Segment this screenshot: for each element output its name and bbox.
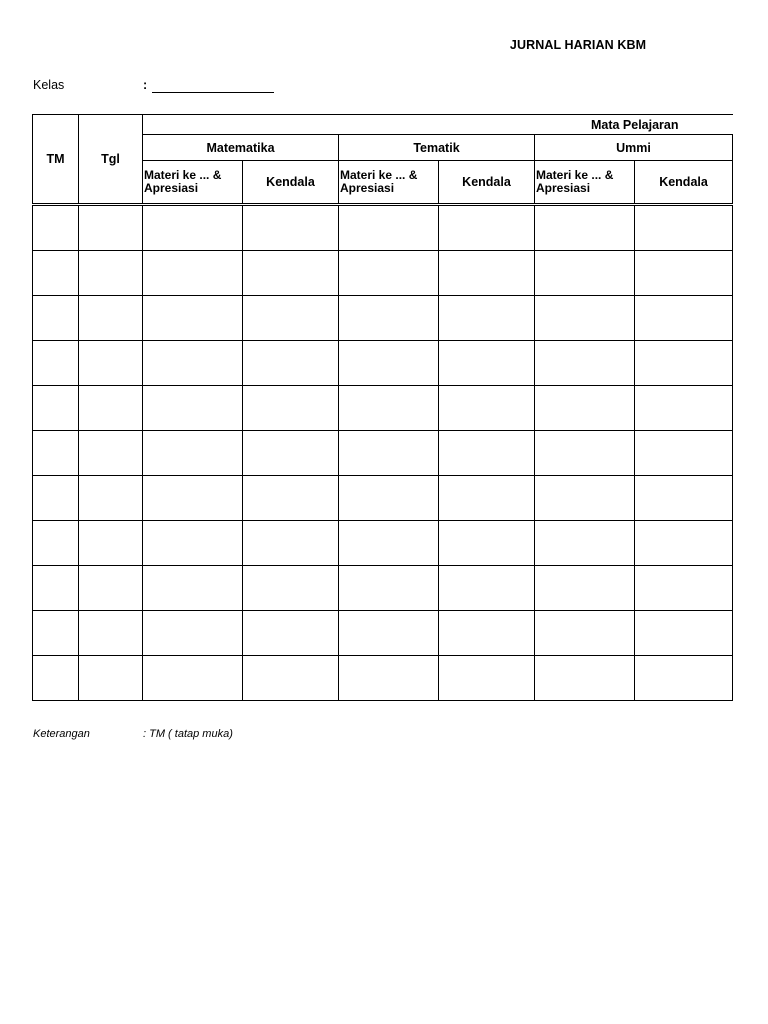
table-cell[interactable] bbox=[79, 521, 143, 566]
table-cell[interactable] bbox=[143, 476, 243, 521]
table-cell[interactable] bbox=[33, 341, 79, 386]
table-cell[interactable] bbox=[143, 296, 243, 341]
table-cell[interactable] bbox=[339, 566, 439, 611]
table-cell[interactable] bbox=[635, 566, 733, 611]
table-cell[interactable] bbox=[635, 251, 733, 296]
document-title: JURNAL HARIAN KBM bbox=[509, 38, 647, 52]
table-row bbox=[33, 611, 733, 656]
table-cell[interactable] bbox=[339, 476, 439, 521]
table-cell[interactable] bbox=[535, 611, 635, 656]
table-cell[interactable] bbox=[33, 251, 79, 296]
ummi-kendala-header: Kendala bbox=[635, 161, 733, 205]
table-row bbox=[33, 341, 733, 386]
table-cell[interactable] bbox=[635, 521, 733, 566]
table-cell[interactable] bbox=[635, 205, 733, 251]
table-cell[interactable] bbox=[243, 251, 339, 296]
table-cell[interactable] bbox=[143, 386, 243, 431]
table-cell[interactable] bbox=[143, 431, 243, 476]
table-cell[interactable] bbox=[243, 476, 339, 521]
table-cell[interactable] bbox=[79, 611, 143, 656]
subject-ummi: Ummi bbox=[535, 135, 733, 161]
table-cell[interactable] bbox=[339, 341, 439, 386]
tematik-materi-header: Materi ke ... & Apresiasi bbox=[339, 161, 439, 205]
table-row bbox=[33, 296, 733, 341]
table-cell[interactable] bbox=[79, 386, 143, 431]
kelas-colon: : bbox=[143, 78, 148, 92]
tematik-kendala-header: Kendala bbox=[439, 161, 535, 205]
table-cell[interactable] bbox=[243, 611, 339, 656]
table-cell[interactable] bbox=[339, 521, 439, 566]
table-cell[interactable] bbox=[439, 431, 535, 476]
table-cell[interactable] bbox=[33, 476, 79, 521]
table-cell[interactable] bbox=[143, 205, 243, 251]
table-cell[interactable] bbox=[243, 566, 339, 611]
table-cell[interactable] bbox=[243, 386, 339, 431]
table-cell[interactable] bbox=[243, 521, 339, 566]
table-cell[interactable] bbox=[79, 296, 143, 341]
table-cell[interactable] bbox=[439, 296, 535, 341]
table-cell[interactable] bbox=[535, 656, 635, 701]
table-cell[interactable] bbox=[143, 341, 243, 386]
table-cell[interactable] bbox=[339, 205, 439, 251]
table-cell[interactable] bbox=[635, 656, 733, 701]
table-cell[interactable] bbox=[33, 656, 79, 701]
table-cell[interactable] bbox=[339, 656, 439, 701]
table-cell[interactable] bbox=[143, 251, 243, 296]
table-cell[interactable] bbox=[439, 251, 535, 296]
table-cell[interactable] bbox=[439, 341, 535, 386]
table-cell[interactable] bbox=[535, 431, 635, 476]
table-cell[interactable] bbox=[33, 521, 79, 566]
table-cell[interactable] bbox=[635, 296, 733, 341]
table-cell[interactable] bbox=[33, 205, 79, 251]
table-cell[interactable] bbox=[535, 566, 635, 611]
table-cell[interactable] bbox=[243, 656, 339, 701]
table-cell[interactable] bbox=[535, 341, 635, 386]
table-cell[interactable] bbox=[439, 521, 535, 566]
table-cell[interactable] bbox=[79, 656, 143, 701]
table-cell[interactable] bbox=[79, 251, 143, 296]
table-cell[interactable] bbox=[79, 566, 143, 611]
matematika-kendala-header: Kendala bbox=[243, 161, 339, 205]
table-cell[interactable] bbox=[143, 566, 243, 611]
table-cell[interactable] bbox=[635, 386, 733, 431]
table-cell[interactable] bbox=[439, 476, 535, 521]
table-row bbox=[33, 566, 733, 611]
table-cell[interactable] bbox=[243, 341, 339, 386]
table-cell[interactable] bbox=[33, 611, 79, 656]
table-cell[interactable] bbox=[635, 476, 733, 521]
kelas-blank-line[interactable] bbox=[152, 92, 274, 93]
header-tm: TM bbox=[33, 115, 79, 205]
ummi-materi-header: Materi ke ... & Apresiasi bbox=[535, 161, 635, 205]
table-row bbox=[33, 476, 733, 521]
table-cell[interactable] bbox=[339, 431, 439, 476]
table-cell[interactable] bbox=[439, 566, 535, 611]
header-tgl: Tgl bbox=[79, 115, 143, 205]
table-row bbox=[33, 386, 733, 431]
table-cell[interactable] bbox=[243, 205, 339, 251]
table-cell[interactable] bbox=[439, 611, 535, 656]
table-cell[interactable] bbox=[79, 341, 143, 386]
table-row bbox=[33, 431, 733, 476]
table-cell[interactable] bbox=[339, 296, 439, 341]
table-cell[interactable] bbox=[33, 431, 79, 476]
table-cell[interactable] bbox=[143, 611, 243, 656]
table-cell[interactable] bbox=[439, 656, 535, 701]
table-cell[interactable] bbox=[635, 431, 733, 476]
table-cell[interactable] bbox=[143, 656, 243, 701]
table-cell[interactable] bbox=[79, 476, 143, 521]
table-row bbox=[33, 205, 733, 251]
table-cell[interactable] bbox=[535, 296, 635, 341]
table-cell[interactable] bbox=[243, 431, 339, 476]
table-row bbox=[33, 521, 733, 566]
table-cell[interactable] bbox=[339, 251, 439, 296]
table-cell[interactable] bbox=[535, 251, 635, 296]
table-row bbox=[33, 656, 733, 701]
table-cell[interactable] bbox=[439, 205, 535, 251]
table-cell[interactable] bbox=[33, 386, 79, 431]
subject-tematik: Tematik bbox=[339, 135, 535, 161]
table-cell[interactable] bbox=[79, 431, 143, 476]
kelas-label: Kelas bbox=[33, 78, 65, 92]
table-cell[interactable] bbox=[79, 205, 143, 251]
table-cell[interactable] bbox=[439, 386, 535, 431]
keterangan-label: Keterangan bbox=[33, 728, 90, 740]
table-cell[interactable] bbox=[635, 341, 733, 386]
table-row bbox=[33, 251, 733, 296]
subject-matematika: Matematika bbox=[143, 135, 339, 161]
journal-table bbox=[32, 114, 733, 701]
header-mata-pelajaran: Mata Pelajaran bbox=[143, 115, 733, 135]
table-cell[interactable] bbox=[143, 521, 243, 566]
table-cell[interactable] bbox=[535, 386, 635, 431]
table-cell[interactable] bbox=[243, 296, 339, 341]
table-cell[interactable] bbox=[535, 476, 635, 521]
table-cell[interactable] bbox=[535, 521, 635, 566]
table-cell[interactable] bbox=[635, 611, 733, 656]
keterangan-value: : TM ( tatap muka) bbox=[143, 728, 233, 740]
table-cell[interactable] bbox=[33, 566, 79, 611]
table-cell[interactable] bbox=[339, 611, 439, 656]
matematika-materi-header: Materi ke ... & Apresiasi bbox=[143, 161, 243, 205]
table-cell[interactable] bbox=[339, 386, 439, 431]
table-cell[interactable] bbox=[33, 296, 79, 341]
table-cell[interactable] bbox=[535, 205, 635, 251]
